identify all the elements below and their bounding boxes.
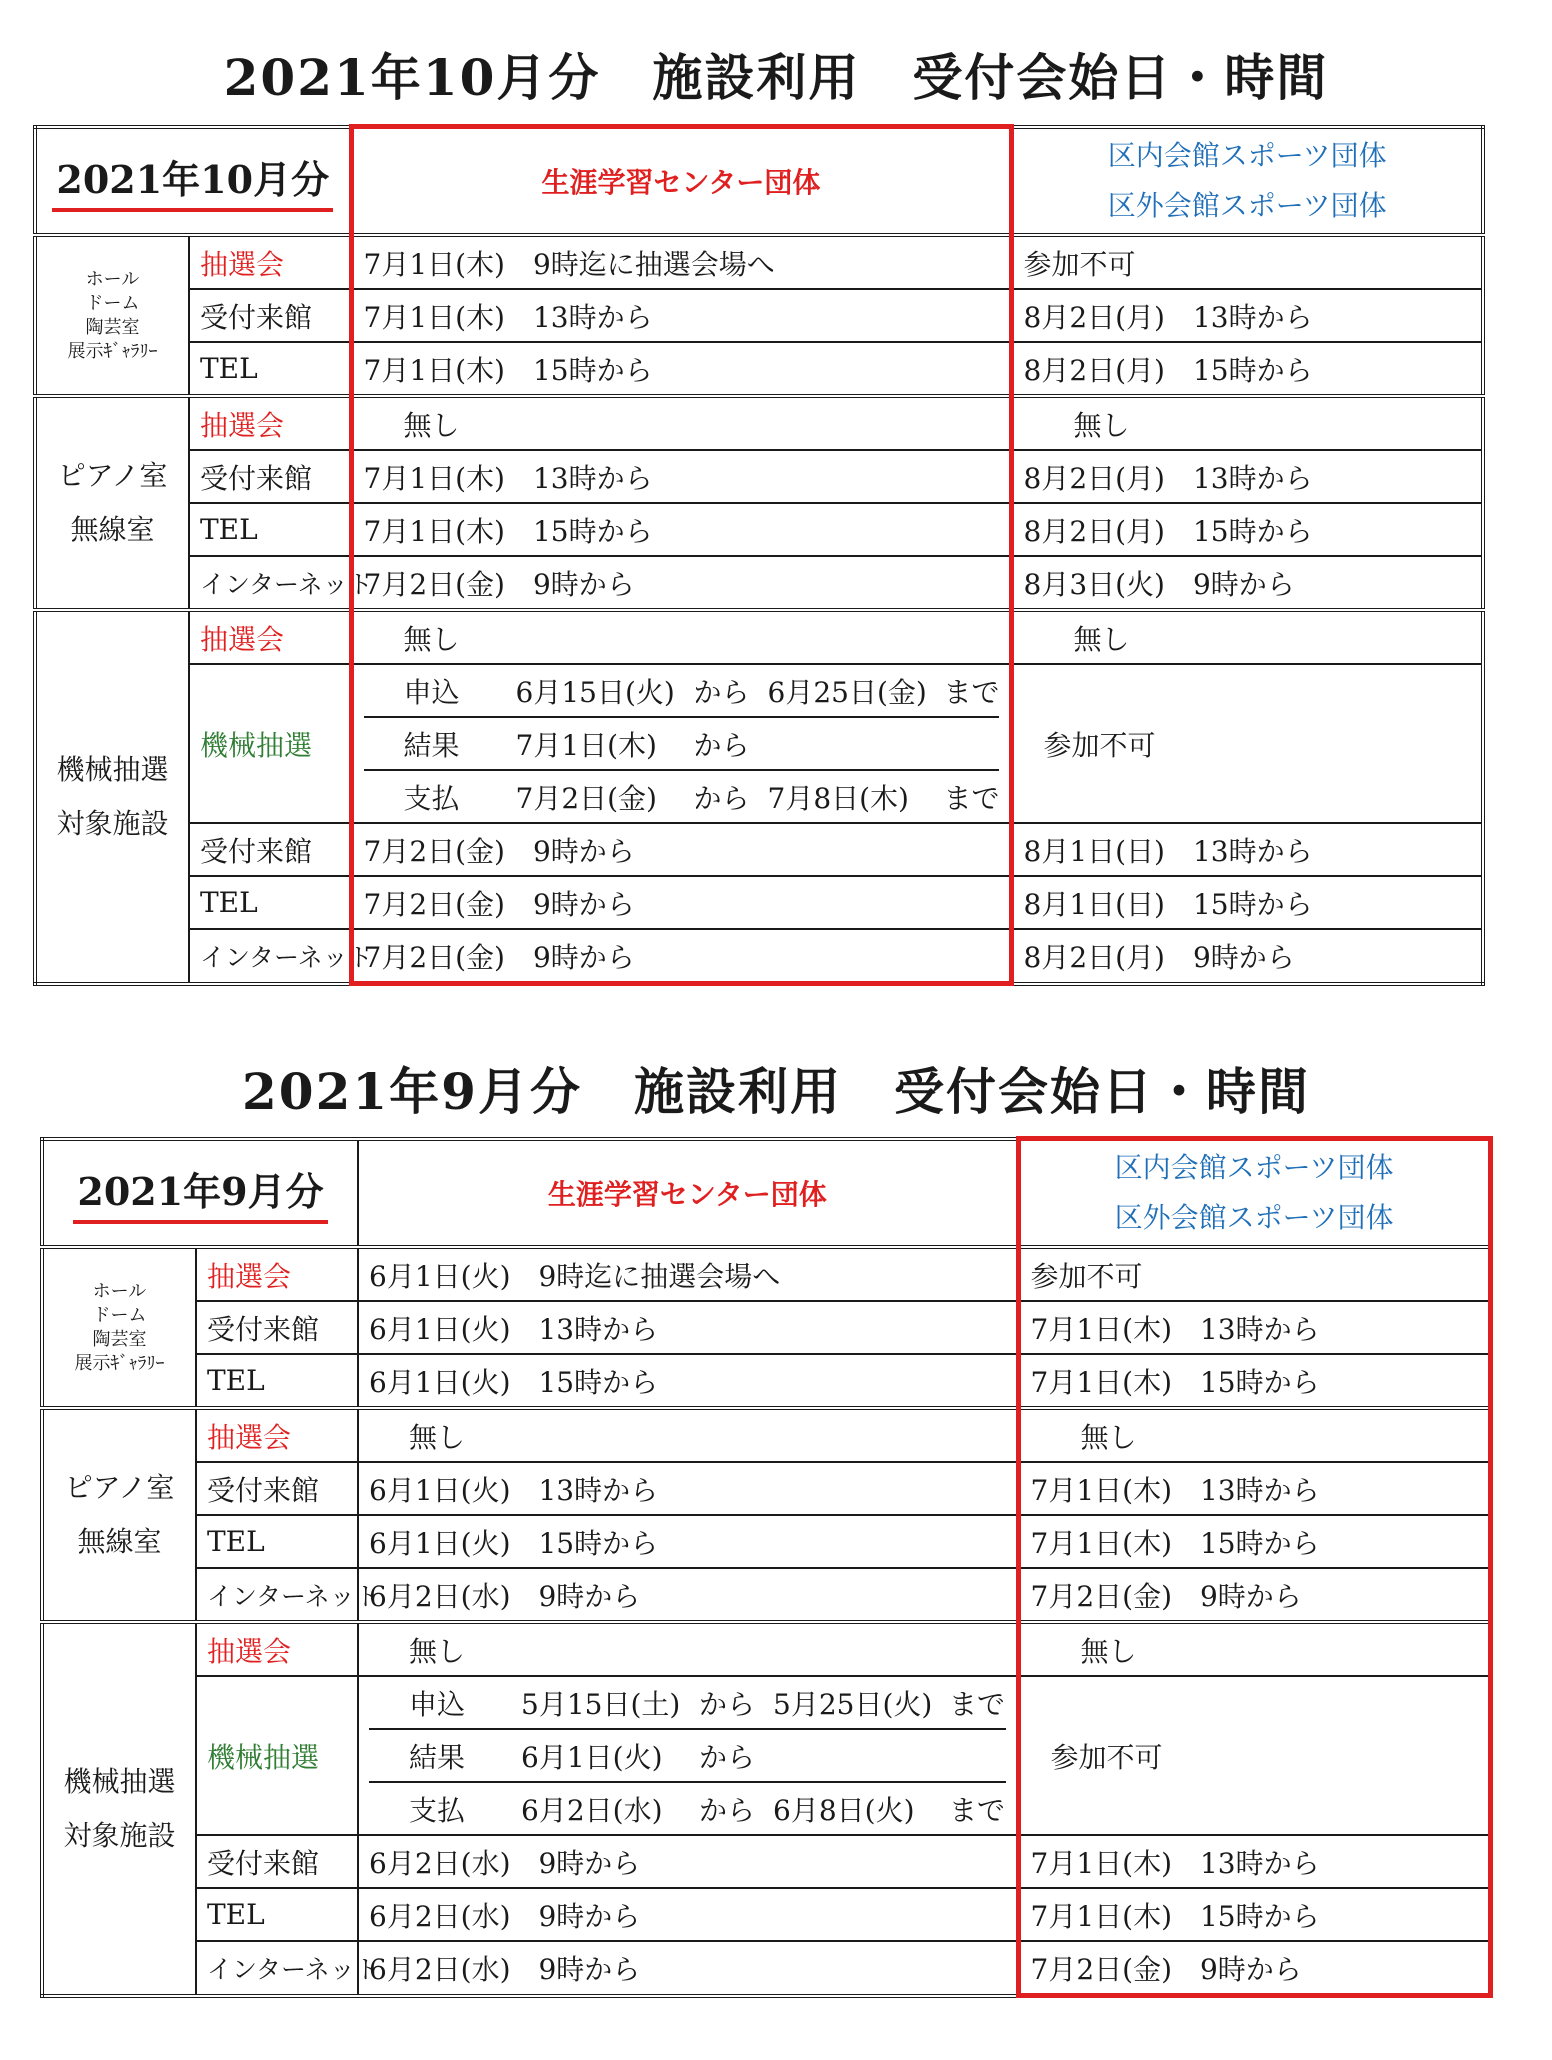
method-label: TEL xyxy=(196,1515,358,1568)
ward-value: 7月2日(金) 9時から xyxy=(1018,1568,1490,1622)
facility-machine-lottery xyxy=(42,1622,196,1996)
ward-value: 7月1日(木) 13時から xyxy=(1018,1462,1490,1515)
section-title-october: 2021年10月分 施設利用 受付会始日・時間 xyxy=(223,48,1329,107)
method-label: TEL xyxy=(189,342,351,396)
ward-value: 8月2日(月) 15時から xyxy=(1011,342,1483,396)
month-label: 2021年10月分 xyxy=(52,149,333,212)
method-label: TEL xyxy=(189,876,351,929)
method-label: インターネット xyxy=(196,1568,358,1622)
facility-hall xyxy=(42,1247,196,1408)
facility-name: 機械抽選 対象施設 xyxy=(56,752,169,840)
ward-value: 無し xyxy=(1011,610,1483,664)
center-value: 7月1日(木) 15時から xyxy=(351,503,1011,556)
ward-header-line1: 区内会館スポーツ団体 xyxy=(1114,1151,1394,1184)
facility-name: ホール ドーム 陶芸室 展示ｷﾞｬﾗﾘｰ xyxy=(74,1280,165,1374)
method-label: 受付来館 xyxy=(189,450,351,503)
schedule-line: 申込 5月15日(土) から 5月25日(火) まで xyxy=(409,1687,1006,1721)
center-value: 6月1日(火) 13時から xyxy=(358,1462,1018,1515)
center-group-header: 生涯学習センター団体 xyxy=(358,1139,1018,1248)
ward-value: 8月1日(日) 13時から xyxy=(1011,823,1483,876)
center-value: 6月1日(火) 9時迄に抽選会場へ xyxy=(358,1247,1018,1301)
facility-name: ホール ドーム 陶芸室 展示ｷﾞｬﾗﾘｰ xyxy=(67,268,158,362)
month-label: 2021年9月分 xyxy=(73,1161,327,1224)
ward-value: 参加不可 xyxy=(1011,235,1483,289)
ward-value: 無し xyxy=(1018,1408,1490,1462)
facility-piano xyxy=(42,1408,196,1622)
method-label: 機械抽選 xyxy=(189,664,351,823)
schedule-line: 支払 6月2日(水) から 6月8日(火) まで xyxy=(369,1781,1006,1834)
method-label: 抽選会 xyxy=(196,1622,358,1676)
center-value: 7月2日(金) 9時から xyxy=(351,823,1011,876)
facility-machine-lottery xyxy=(35,610,189,984)
method-label: インターネット xyxy=(196,1941,358,1996)
method-label: 抽選会 xyxy=(196,1247,358,1301)
center-value: 6月2日(水) 9時から xyxy=(358,1941,1018,1996)
ward-value: 7月1日(木) 15時から xyxy=(1018,1354,1490,1408)
method-label: TEL xyxy=(189,503,351,556)
center-value: 7月2日(金) 9時から xyxy=(351,556,1011,610)
ward-value: 7月1日(木) 15時から xyxy=(1018,1888,1490,1941)
method-label: TEL xyxy=(196,1354,358,1408)
machine-lottery-schedule xyxy=(358,1676,1018,1835)
center-value: 6月2日(水) 9時から xyxy=(358,1888,1018,1941)
facility-hall xyxy=(35,235,189,396)
method-label: TEL xyxy=(196,1888,358,1941)
center-group-header: 生涯学習センター団体 xyxy=(351,127,1011,236)
center-value: 7月1日(木) 15時から xyxy=(351,342,1011,396)
ward-value: 無し xyxy=(1011,396,1483,450)
ward-value: 7月1日(木) 13時から xyxy=(1018,1835,1490,1888)
ward-value: 8月3日(火) 9時から xyxy=(1011,556,1483,610)
center-value: 6月1日(火) 13時から xyxy=(358,1301,1018,1354)
method-label: 機械抽選 xyxy=(196,1676,358,1835)
schedule-table-october xyxy=(33,124,1485,986)
center-value: 7月1日(木) 9時迄に抽選会場へ xyxy=(351,235,1011,289)
method-label: インターネット xyxy=(189,556,351,610)
ward-value: 参加不可 xyxy=(1018,1676,1490,1835)
center-value: 6月2日(水) 9時から xyxy=(358,1568,1018,1622)
center-value: 無し xyxy=(351,396,1011,450)
method-label: 受付来館 xyxy=(196,1301,358,1354)
ward-value: 無し xyxy=(1018,1622,1490,1676)
facility-name: 機械抽選 対象施設 xyxy=(63,1764,176,1852)
method-label: 受付来館 xyxy=(189,823,351,876)
center-value: 6月1日(火) 15時から xyxy=(358,1354,1018,1408)
schedule-line: 結果 6月1日(火) から xyxy=(369,1728,1006,1781)
ward-value: 7月1日(木) 15時から xyxy=(1018,1515,1490,1568)
facility-name: ピアノ室 無線室 xyxy=(64,1471,175,1558)
section-title-september: 2021年9月分 施設利用 受付会始日・時間 xyxy=(242,1062,1310,1121)
method-label: インターネット xyxy=(189,929,351,984)
ward-value: 7月2日(金) 9時から xyxy=(1018,1941,1490,1996)
facility-name: ピアノ室 無線室 xyxy=(57,459,168,546)
method-label: 受付来館 xyxy=(196,1462,358,1515)
center-value: 無し xyxy=(358,1408,1018,1462)
schedule-line: 結果 7月1日(木) から xyxy=(364,716,999,769)
center-value: 6月2日(水) 9時から xyxy=(358,1835,1018,1888)
ward-value: 8月2日(月) 13時から xyxy=(1011,289,1483,342)
schedule-line: 支払 7月2日(金) から 7月8日(木) まで xyxy=(364,769,999,822)
method-label: 抽選会 xyxy=(189,396,351,450)
ward-header-line2: 区外会館スポーツ団体 xyxy=(1114,1201,1394,1234)
ward-value: 8月1日(日) 15時から xyxy=(1011,876,1483,929)
ward-value: 8月2日(月) 9時から xyxy=(1011,929,1483,984)
ward-value: 8月2日(月) 15時から xyxy=(1011,503,1483,556)
ward-value: 7月1日(木) 13時から xyxy=(1018,1301,1490,1354)
ward-header-line1: 区内会館スポーツ団体 xyxy=(1107,138,1387,172)
center-value: 7月2日(金) 9時から xyxy=(351,929,1011,984)
center-value: 無し xyxy=(358,1622,1018,1676)
method-label: 抽選会 xyxy=(189,235,351,289)
ward-value: 参加不可 xyxy=(1018,1247,1490,1301)
center-value: 7月1日(木) 13時から xyxy=(351,450,1011,503)
center-value: 無し xyxy=(351,610,1011,664)
method-label: 受付来館 xyxy=(196,1835,358,1888)
machine-lottery-schedule xyxy=(351,664,1011,823)
method-label: 抽選会 xyxy=(189,610,351,664)
ward-group-header xyxy=(1011,127,1483,236)
month-label-cell xyxy=(35,127,351,236)
ward-value: 8月2日(月) 13時から xyxy=(1011,450,1483,503)
center-value: 6月1日(火) 15時から xyxy=(358,1515,1018,1568)
schedule-line: 申込 6月15日(火) から 6月25日(金) まで xyxy=(403,675,1000,709)
center-value: 7月1日(木) 13時から xyxy=(351,289,1011,342)
schedule-table-september xyxy=(40,1136,1493,1998)
ward-group-header xyxy=(1018,1139,1490,1248)
center-value: 7月2日(金) 9時から xyxy=(351,876,1011,929)
facility-piano xyxy=(35,396,189,610)
month-label-cell xyxy=(42,1139,358,1248)
method-label: 受付来館 xyxy=(189,289,351,342)
ward-header-line2: 区外会館スポーツ団体 xyxy=(1107,188,1387,222)
ward-value: 参加不可 xyxy=(1011,664,1483,823)
method-label: 抽選会 xyxy=(196,1408,358,1462)
